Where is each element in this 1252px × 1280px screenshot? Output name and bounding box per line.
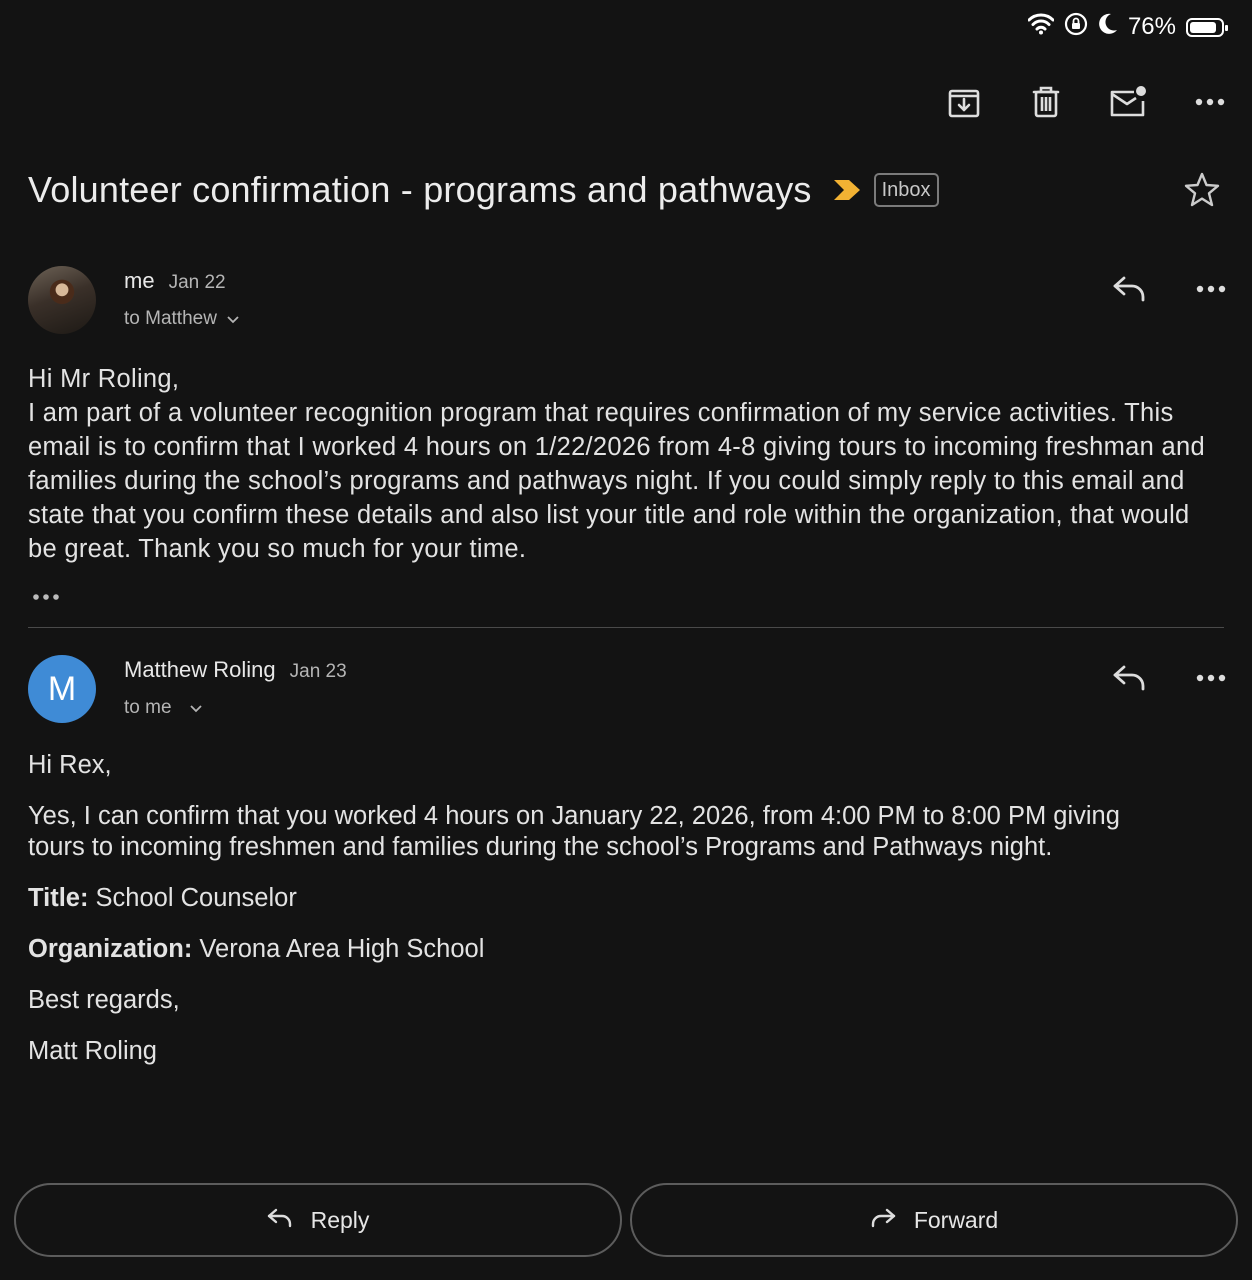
message-date: Jan 23	[289, 661, 347, 682]
subject-row	[28, 160, 1224, 220]
message-date: Jan 22	[168, 272, 226, 293]
message-body	[28, 750, 1162, 1087]
wifi-icon	[1028, 13, 1054, 42]
message-actions	[1110, 274, 1230, 304]
star-icon[interactable]	[1182, 170, 1222, 210]
forward-button[interactable]	[630, 1183, 1238, 1257]
reply-icon[interactable]	[1110, 663, 1148, 693]
sender-name: Matthew Roling	[124, 657, 276, 682]
body-paragraph: Yes, I can confirm that you worked 4 hours on January 22, 2026, from 4:00 PM to 8:00 PM giving tours to incoming freshmen and families during the school’s Programs and Pathways night.	[28, 802, 1120, 861]
organization-label: Organization:	[28, 935, 193, 963]
chevron-down-icon	[190, 697, 202, 719]
recipient-line: to me	[124, 697, 172, 718]
greeting: Hi Mr Roling,	[28, 365, 180, 393]
battery-icon	[1186, 18, 1224, 37]
message-actions	[1110, 663, 1230, 693]
recipient-details-toggle[interactable]	[124, 308, 239, 330]
organization-line	[28, 934, 1162, 965]
toolbar	[944, 80, 1230, 124]
reply-icon[interactable]	[1110, 274, 1148, 304]
message-header[interactable]	[28, 266, 1230, 336]
more-icon[interactable]	[1192, 663, 1230, 693]
signature: Matt Roling	[28, 1037, 157, 1065]
subject-title: Volunteer confirmation - programs and pathways	[28, 169, 812, 210]
chevron-down-icon	[227, 308, 239, 330]
avatar[interactable]: M	[28, 655, 96, 723]
battery-percent: 76%	[1127, 13, 1176, 40]
recipient-line: to Matthew	[124, 308, 217, 329]
reply-icon	[267, 1207, 293, 1234]
title-line	[28, 883, 1162, 914]
reply-button-label: Reply	[310, 1206, 370, 1233]
recipient-details-toggle[interactable]	[124, 697, 202, 719]
trash-icon[interactable]	[1026, 80, 1066, 124]
more-icon[interactable]	[1190, 80, 1230, 124]
bottom-actions	[14, 1183, 1238, 1257]
inbox-label-chip[interactable]: Inbox	[874, 173, 939, 207]
reply-button[interactable]	[14, 1183, 622, 1257]
show-trimmed-content-icon[interactable]	[30, 584, 62, 608]
title-value: School Counselor	[88, 884, 297, 912]
sender-line	[124, 268, 226, 294]
mark-unread-icon[interactable]	[1108, 80, 1148, 124]
importance-marker-icon[interactable]	[832, 178, 862, 202]
moon-icon	[1098, 13, 1118, 42]
title-label: Title:	[28, 884, 89, 912]
sender-name: me	[124, 268, 155, 293]
forward-icon	[870, 1207, 896, 1234]
organization-value: Verona Area High School	[192, 935, 485, 963]
more-icon[interactable]	[1192, 274, 1230, 304]
closing: Best regards,	[28, 986, 180, 1014]
archive-icon[interactable]	[944, 80, 984, 124]
status-bar	[1028, 10, 1224, 44]
avatar[interactable]	[28, 266, 96, 334]
message-header[interactable]	[28, 655, 1230, 725]
divider	[28, 627, 1224, 628]
message-body	[28, 362, 1224, 566]
body-paragraph: I am part of a volunteer recognition program that requires confirmation of my service activities. This email is to confirm that I worked 4 hours on 1/22/2026 from 4-8 giving tours to incoming freshman and families during the school’s programs and pathways night. If you could simply reply to this email and state that you confirm these details and also list your title and role within the organization, that would be great. Thank you so much for your time.	[28, 399, 1205, 563]
sender-line	[124, 657, 347, 683]
greeting: Hi Rex,	[28, 751, 112, 779]
forward-button-label: Forward	[913, 1206, 999, 1233]
orientation-lock-icon	[1064, 12, 1088, 43]
